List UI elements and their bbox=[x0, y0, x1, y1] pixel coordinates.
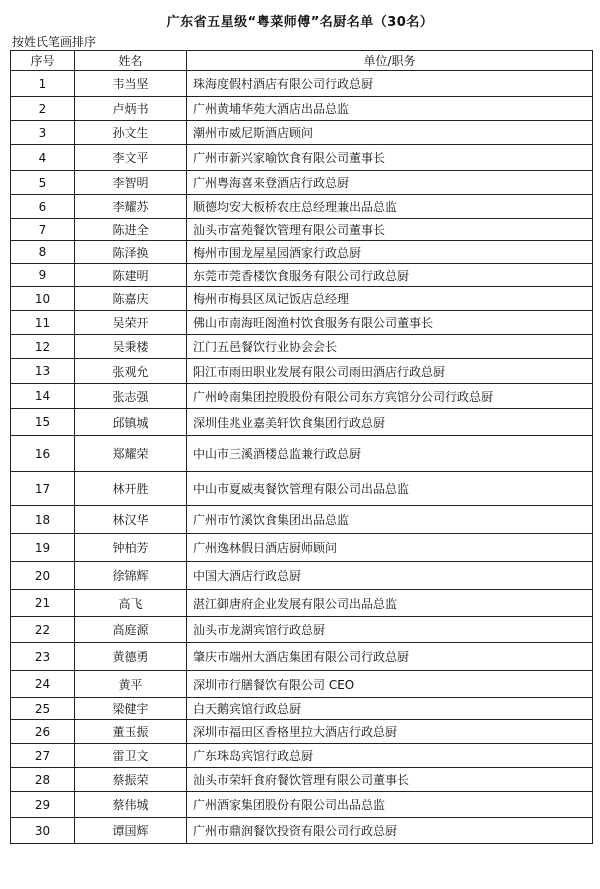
chef-name: 雷卫文 bbox=[75, 744, 187, 768]
chef-organization: 中山市夏威夷餐饮管理有限公司出品总监 bbox=[187, 472, 593, 506]
table-row bbox=[11, 698, 593, 720]
table-row bbox=[11, 195, 593, 219]
row-number: 27 bbox=[11, 744, 75, 768]
chef-name: 孙文生 bbox=[75, 121, 187, 145]
table-row bbox=[11, 241, 593, 264]
chef-organization: 广州黄埔华苑大酒店出品总监 bbox=[187, 97, 593, 121]
chef-organization: 珠海度假村酒店有限公司行政总厨 bbox=[187, 71, 593, 97]
table-row bbox=[11, 97, 593, 121]
chef-organization: 阳江市雨田职业发展有限公司雨田酒店行政总厨 bbox=[187, 359, 593, 384]
row-number: 13 bbox=[11, 359, 75, 384]
chef-name: 高庭源 bbox=[75, 617, 187, 643]
chef-organization: 肇庆市端州大酒店集团有限公司行政总厨 bbox=[187, 643, 593, 671]
chef-name: 谭国辉 bbox=[75, 818, 187, 844]
chef-organization: 梅州市围龙屋星园酒家行政总厨 bbox=[187, 241, 593, 264]
chef-name: 梁健宇 bbox=[75, 698, 187, 720]
table-row bbox=[11, 121, 593, 145]
row-number: 18 bbox=[11, 506, 75, 534]
chef-name: 李耀苏 bbox=[75, 195, 187, 219]
chef-list-table bbox=[10, 50, 593, 844]
chef-organization: 汕头市龙湖宾馆行政总厨 bbox=[187, 617, 593, 643]
chef-organization: 广州粤海喜来登酒店行政总厨 bbox=[187, 171, 593, 195]
table-row bbox=[11, 145, 593, 171]
header-name: 姓名 bbox=[75, 51, 187, 71]
table-row bbox=[11, 171, 593, 195]
table-row bbox=[11, 472, 593, 506]
sort-note: 按姓氏笔画排序 bbox=[12, 35, 97, 49]
row-number: 7 bbox=[11, 219, 75, 241]
chef-name: 张观允 bbox=[75, 359, 187, 384]
chef-organization: 佛山市南海旺阁渔村饮食服务有限公司董事长 bbox=[187, 311, 593, 335]
table-row bbox=[11, 335, 593, 359]
chef-organization: 江门五邑餐饮行业协会会长 bbox=[187, 335, 593, 359]
chef-organization: 深圳市福田区香格里拉大酒店行政总厨 bbox=[187, 720, 593, 744]
row-number: 15 bbox=[11, 409, 75, 436]
chef-name: 陈进全 bbox=[75, 219, 187, 241]
table-body bbox=[11, 71, 593, 844]
table-row bbox=[11, 744, 593, 768]
chef-organization: 广州市鼎润餐饮投资有限公司行政总厨 bbox=[187, 818, 593, 844]
row-number: 10 bbox=[11, 287, 75, 311]
table-row bbox=[11, 436, 593, 472]
row-number: 17 bbox=[11, 472, 75, 506]
chef-organization: 梅州市梅县区凤记饭店总经理 bbox=[187, 287, 593, 311]
row-number: 28 bbox=[11, 768, 75, 792]
row-number: 19 bbox=[11, 534, 75, 562]
chef-name: 张志强 bbox=[75, 384, 187, 409]
row-number: 5 bbox=[11, 171, 75, 195]
table-row bbox=[11, 643, 593, 671]
table-row bbox=[11, 409, 593, 436]
row-number: 30 bbox=[11, 818, 75, 844]
chef-organization: 汕头市富苑餐饮管理有限公司董事长 bbox=[187, 219, 593, 241]
table-row bbox=[11, 384, 593, 409]
header-no: 序号 bbox=[11, 51, 75, 71]
chef-name: 李智明 bbox=[75, 171, 187, 195]
chef-name: 韦当坚 bbox=[75, 71, 187, 97]
chef-name: 陈泽换 bbox=[75, 241, 187, 264]
table-row bbox=[11, 287, 593, 311]
chef-name: 徐锦辉 bbox=[75, 562, 187, 590]
table-row bbox=[11, 534, 593, 562]
table-row bbox=[11, 506, 593, 534]
table-row bbox=[11, 768, 593, 792]
row-number: 21 bbox=[11, 590, 75, 617]
chef-name: 陈建明 bbox=[75, 264, 187, 287]
chef-organization: 顺德均安大板桥农庄总经理兼出品总监 bbox=[187, 195, 593, 219]
row-number: 3 bbox=[11, 121, 75, 145]
chef-name: 黄平 bbox=[75, 671, 187, 698]
chef-name: 郑耀荣 bbox=[75, 436, 187, 472]
row-number: 12 bbox=[11, 335, 75, 359]
chef-organization: 广州市竹溪饮食集团出品总监 bbox=[187, 506, 593, 534]
row-number: 9 bbox=[11, 264, 75, 287]
table-row bbox=[11, 264, 593, 287]
row-number: 11 bbox=[11, 311, 75, 335]
chef-name: 陈嘉庆 bbox=[75, 287, 187, 311]
table-row bbox=[11, 818, 593, 844]
table-header-row bbox=[11, 51, 593, 71]
row-number: 6 bbox=[11, 195, 75, 219]
chef-organization: 广州酒家集团股份有限公司出品总监 bbox=[187, 792, 593, 818]
chef-name: 董玉振 bbox=[75, 720, 187, 744]
chef-name: 蔡伟城 bbox=[75, 792, 187, 818]
row-number: 1 bbox=[11, 71, 75, 97]
row-number: 24 bbox=[11, 671, 75, 698]
table-row bbox=[11, 71, 593, 97]
chef-organization: 东莞市莞香楼饮食服务有限公司行政总厨 bbox=[187, 264, 593, 287]
row-number: 20 bbox=[11, 562, 75, 590]
table-row bbox=[11, 359, 593, 384]
table-row bbox=[11, 671, 593, 698]
row-number: 22 bbox=[11, 617, 75, 643]
row-number: 16 bbox=[11, 436, 75, 472]
chef-organization: 广州岭南集团控股股份有限公司东方宾馆分公司行政总厨 bbox=[187, 384, 593, 409]
chef-organization: 广东珠岛宾馆行政总厨 bbox=[187, 744, 593, 768]
table-row bbox=[11, 562, 593, 590]
chef-name: 林汉华 bbox=[75, 506, 187, 534]
chef-name: 李文平 bbox=[75, 145, 187, 171]
chef-organization: 汕头市荣轩食府餐饮管理有限公司董事长 bbox=[187, 768, 593, 792]
table-row bbox=[11, 617, 593, 643]
chef-organization: 白天鹅宾馆行政总厨 bbox=[187, 698, 593, 720]
chef-organization: 深圳市行膳餐饮有限公司 CEO bbox=[187, 671, 593, 698]
table-row bbox=[11, 590, 593, 617]
chef-organization: 中山市三溪酒楼总监兼行政总厨 bbox=[187, 436, 593, 472]
row-number: 25 bbox=[11, 698, 75, 720]
chef-name: 林开胜 bbox=[75, 472, 187, 506]
chef-name: 邱镇城 bbox=[75, 409, 187, 436]
chef-name: 吴荣开 bbox=[75, 311, 187, 335]
chef-organization: 广州逸林假日酒店厨师顾问 bbox=[187, 534, 593, 562]
row-number: 14 bbox=[11, 384, 75, 409]
chef-name: 高飞 bbox=[75, 590, 187, 617]
chef-name: 钟柏芳 bbox=[75, 534, 187, 562]
row-number: 4 bbox=[11, 145, 75, 171]
chef-organization: 深圳佳兆业嘉美轩饮食集团行政总厨 bbox=[187, 409, 593, 436]
chef-name: 黄德勇 bbox=[75, 643, 187, 671]
table-row bbox=[11, 311, 593, 335]
chef-name: 蔡振荣 bbox=[75, 768, 187, 792]
row-number: 2 bbox=[11, 97, 75, 121]
chef-name: 吴秉楼 bbox=[75, 335, 187, 359]
table-row bbox=[11, 720, 593, 744]
chef-name: 卢炳书 bbox=[75, 97, 187, 121]
document-title: 广东省五星级“粤菜师傅”名厨名单（30名） bbox=[166, 15, 434, 30]
row-number: 8 bbox=[11, 241, 75, 264]
chef-organization: 广州市新兴家喻饮食有限公司董事长 bbox=[187, 145, 593, 171]
row-number: 26 bbox=[11, 720, 75, 744]
chef-organization: 湛江御唐府企业发展有限公司出品总监 bbox=[187, 590, 593, 617]
table-row bbox=[11, 219, 593, 241]
row-number: 23 bbox=[11, 643, 75, 671]
header-org: 单位/职务 bbox=[187, 51, 593, 71]
chef-organization: 潮州市威尼斯酒店顾问 bbox=[187, 121, 593, 145]
table-row bbox=[11, 792, 593, 818]
chef-organization: 中国大酒店行政总厨 bbox=[187, 562, 593, 590]
row-number: 29 bbox=[11, 792, 75, 818]
